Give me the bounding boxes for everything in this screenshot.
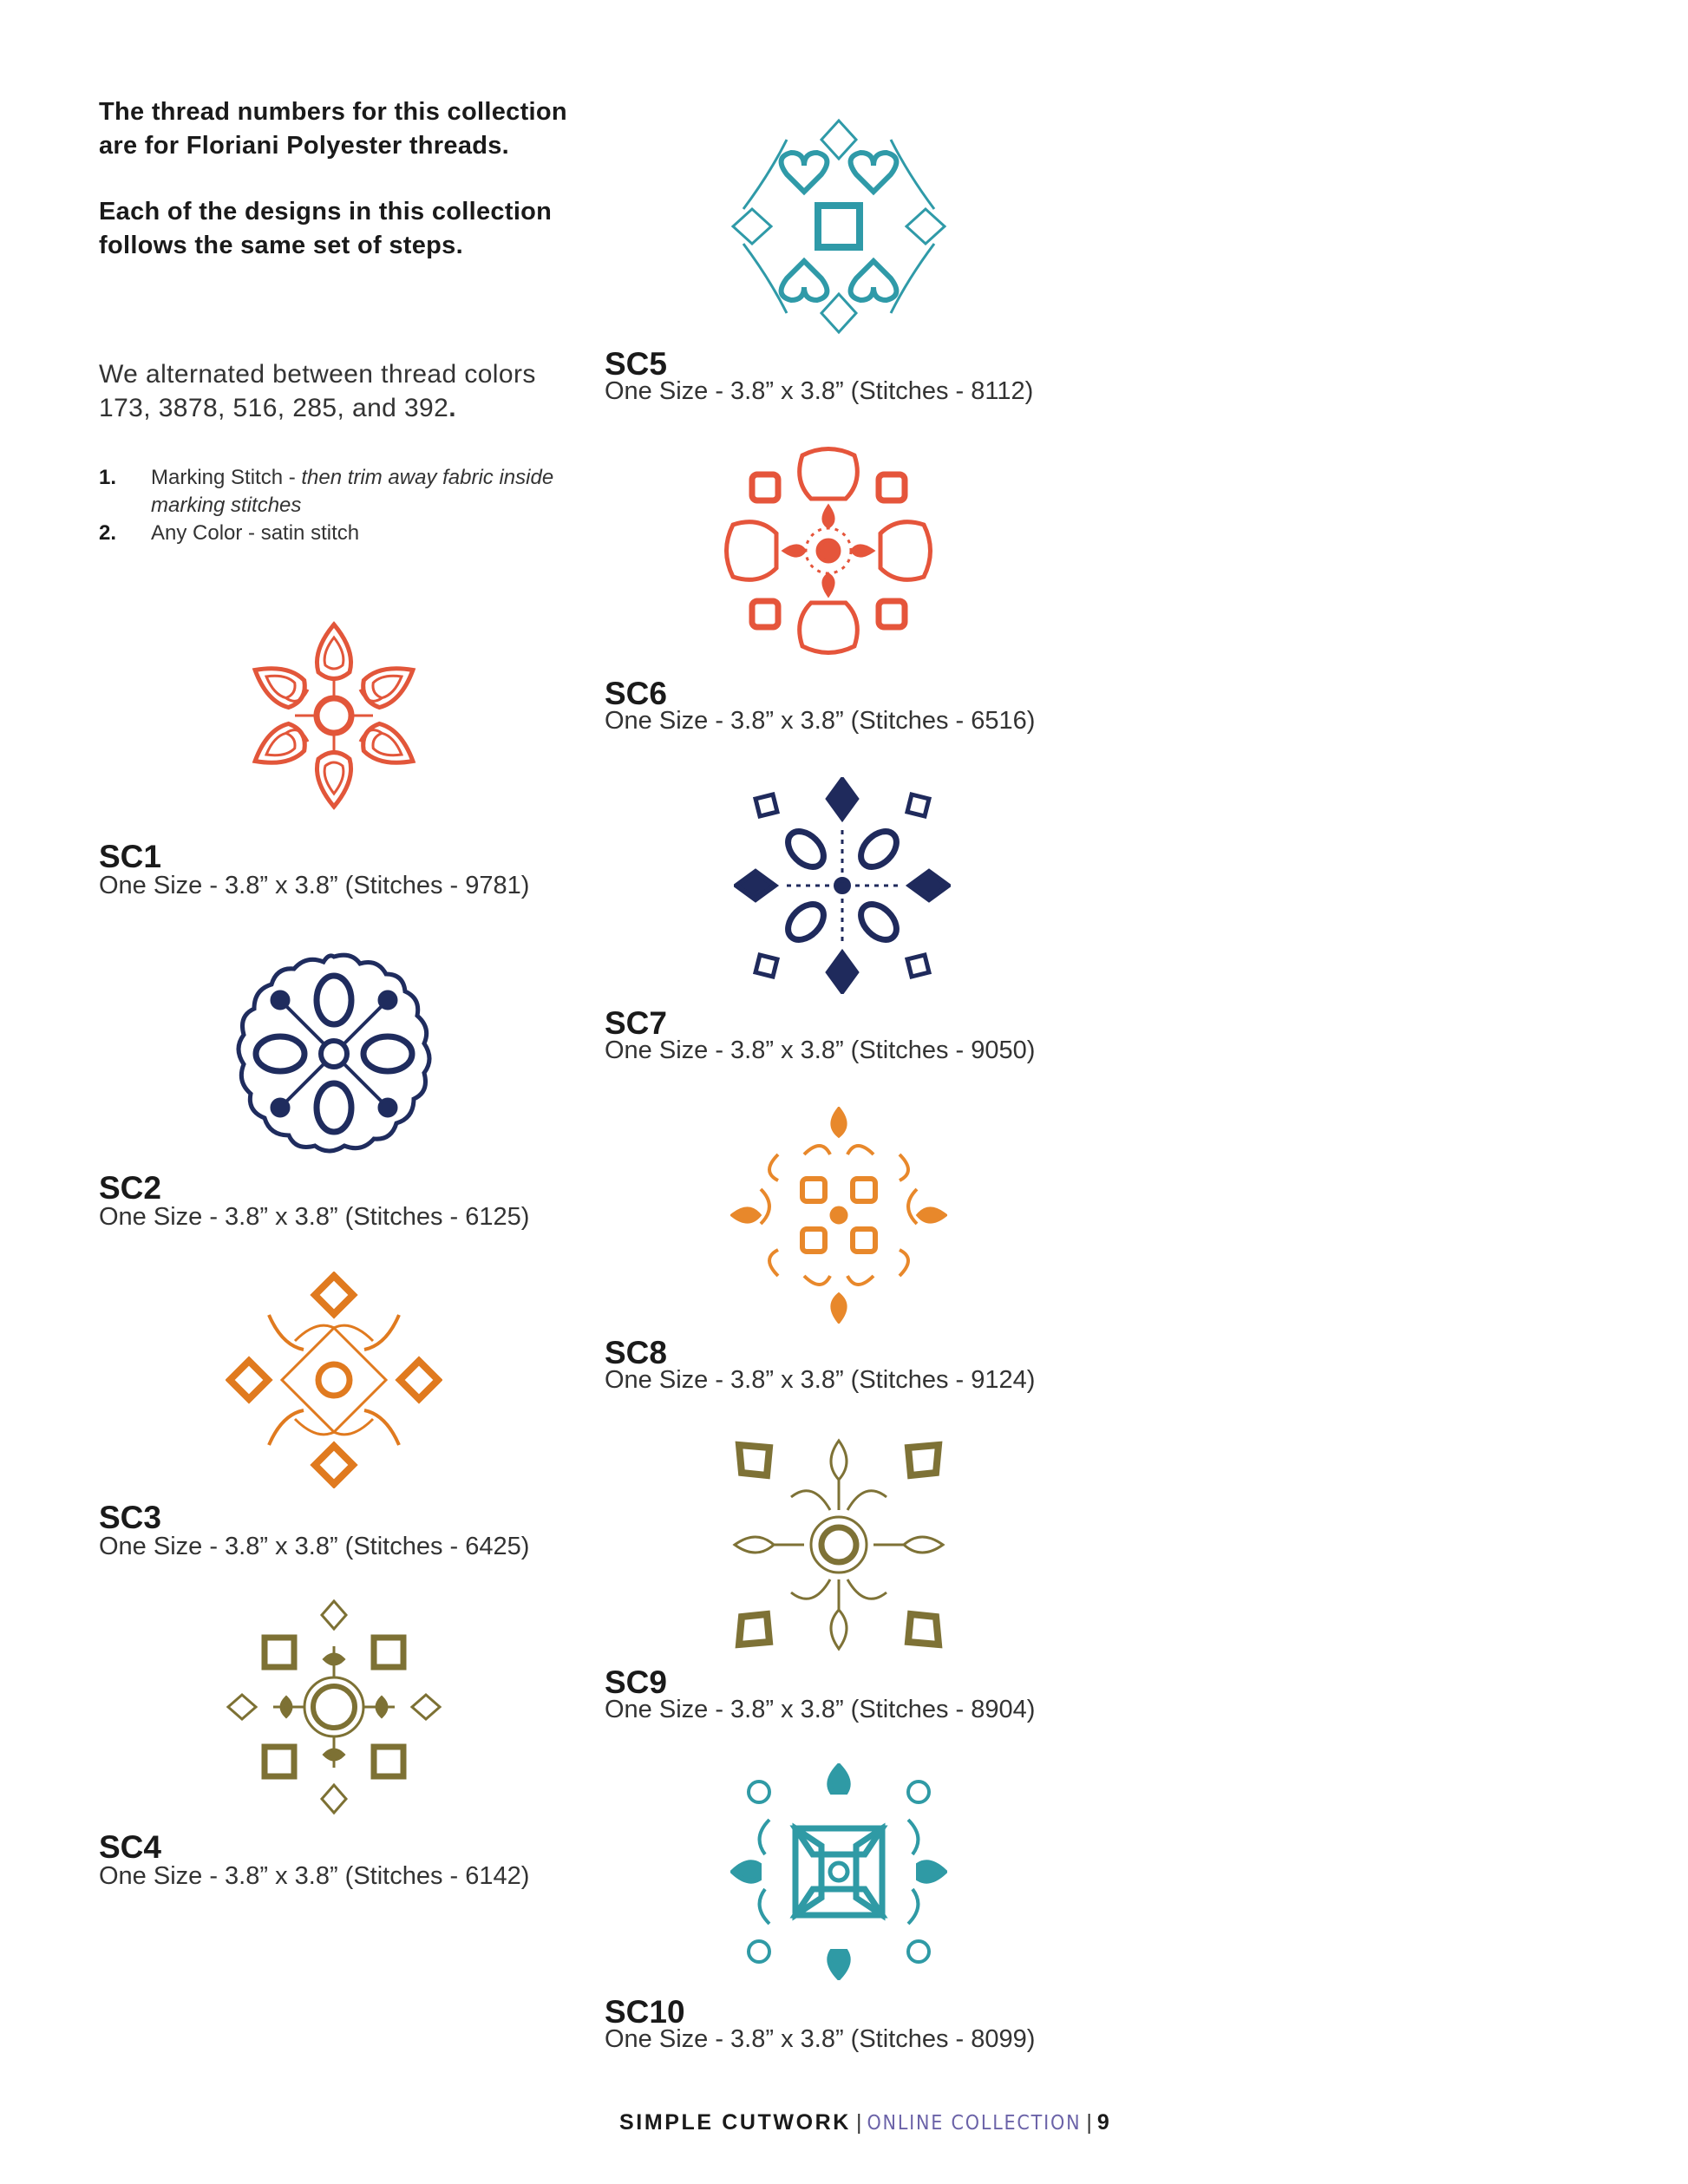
sc9-description: One Size - 3.8” x 3.8” (Stitches - 8904) bbox=[605, 1696, 1036, 1723]
sc4-code: SC4 bbox=[99, 1829, 161, 1865]
sc10-code: SC10 bbox=[605, 1994, 685, 2030]
sc8-description: One Size - 3.8” x 3.8” (Stitches - 9124) bbox=[605, 1366, 1036, 1394]
footer-separator: | bbox=[1086, 2110, 1092, 2135]
sc9-code: SC9 bbox=[605, 1664, 667, 1700]
sc8-code: SC8 bbox=[605, 1335, 667, 1370]
sc1-motif-image bbox=[226, 607, 442, 824]
step-number: 2. bbox=[99, 521, 117, 545]
footer-subtitle: ONLINE COLLECTION bbox=[867, 2112, 1082, 2135]
footer-brand: SIMPLE CUTWORK bbox=[619, 2110, 851, 2135]
sc2-code: SC2 bbox=[99, 1170, 161, 1206]
sc3-code: SC3 bbox=[99, 1500, 161, 1535]
intro-text bbox=[99, 95, 585, 263]
page-number: 9 bbox=[1096, 2110, 1109, 2135]
sc2-description: One Size - 3.8” x 3.8” (Stitches - 6125) bbox=[99, 1203, 530, 1231]
sc5-description: One Size - 3.8” x 3.8” (Stitches - 8112) bbox=[605, 377, 1034, 405]
sc6-motif-image bbox=[720, 442, 937, 659]
step-label: Any Color - satin stitch bbox=[151, 521, 360, 545]
sc7-code: SC7 bbox=[605, 1005, 667, 1041]
step-1 bbox=[99, 464, 585, 520]
sc5-motif-image bbox=[730, 118, 947, 335]
sc6-code: SC6 bbox=[605, 676, 667, 711]
sc9-motif-image bbox=[730, 1436, 947, 1653]
thread-note: The thread numbers for this collection are for Floriani Polyester threads. bbox=[99, 98, 567, 160]
step-label: Marking Stitch - bbox=[151, 466, 302, 489]
sc4-motif-image bbox=[226, 1599, 442, 1815]
sc10-motif-image bbox=[730, 1763, 947, 1980]
page-footer bbox=[619, 2108, 1109, 2138]
sc7-motif-image bbox=[734, 777, 951, 994]
thread-alternation-text: We alternated between thread colors 173, 3878, 516, 285, and 392 bbox=[99, 360, 536, 422]
sc8-motif-image bbox=[730, 1107, 947, 1324]
sc5-code: SC5 bbox=[605, 346, 667, 382]
sc1-code: SC1 bbox=[99, 839, 161, 874]
sc4-description: One Size - 3.8” x 3.8” (Stitches - 6142) bbox=[99, 1862, 530, 1890]
step-note: then trim away fabric inside marking stitches bbox=[151, 466, 554, 517]
sc10-description: One Size - 3.8” x 3.8” (Stitches - 8099) bbox=[605, 2025, 1036, 2053]
sc2-motif-image bbox=[226, 945, 442, 1162]
sc1-description: One Size - 3.8” x 3.8” (Stitches - 9781) bbox=[99, 872, 530, 899]
sc3-motif-image bbox=[226, 1272, 442, 1488]
step-2 bbox=[99, 520, 585, 547]
step-number: 1. bbox=[99, 466, 117, 489]
steps-note: Each of the designs in this collection follows the same set of steps. bbox=[99, 198, 553, 259]
sc6-description: One Size - 3.8” x 3.8” (Stitches - 6516) bbox=[605, 707, 1036, 735]
thread-alternation bbox=[99, 357, 585, 425]
thread-alternation-end: . bbox=[448, 394, 456, 422]
steps-list bbox=[99, 464, 585, 547]
sc7-description: One Size - 3.8” x 3.8” (Stitches - 9050) bbox=[605, 1036, 1036, 1064]
sc3-description: One Size - 3.8” x 3.8” (Stitches - 6425) bbox=[99, 1533, 530, 1560]
footer-separator: | bbox=[855, 2110, 862, 2135]
